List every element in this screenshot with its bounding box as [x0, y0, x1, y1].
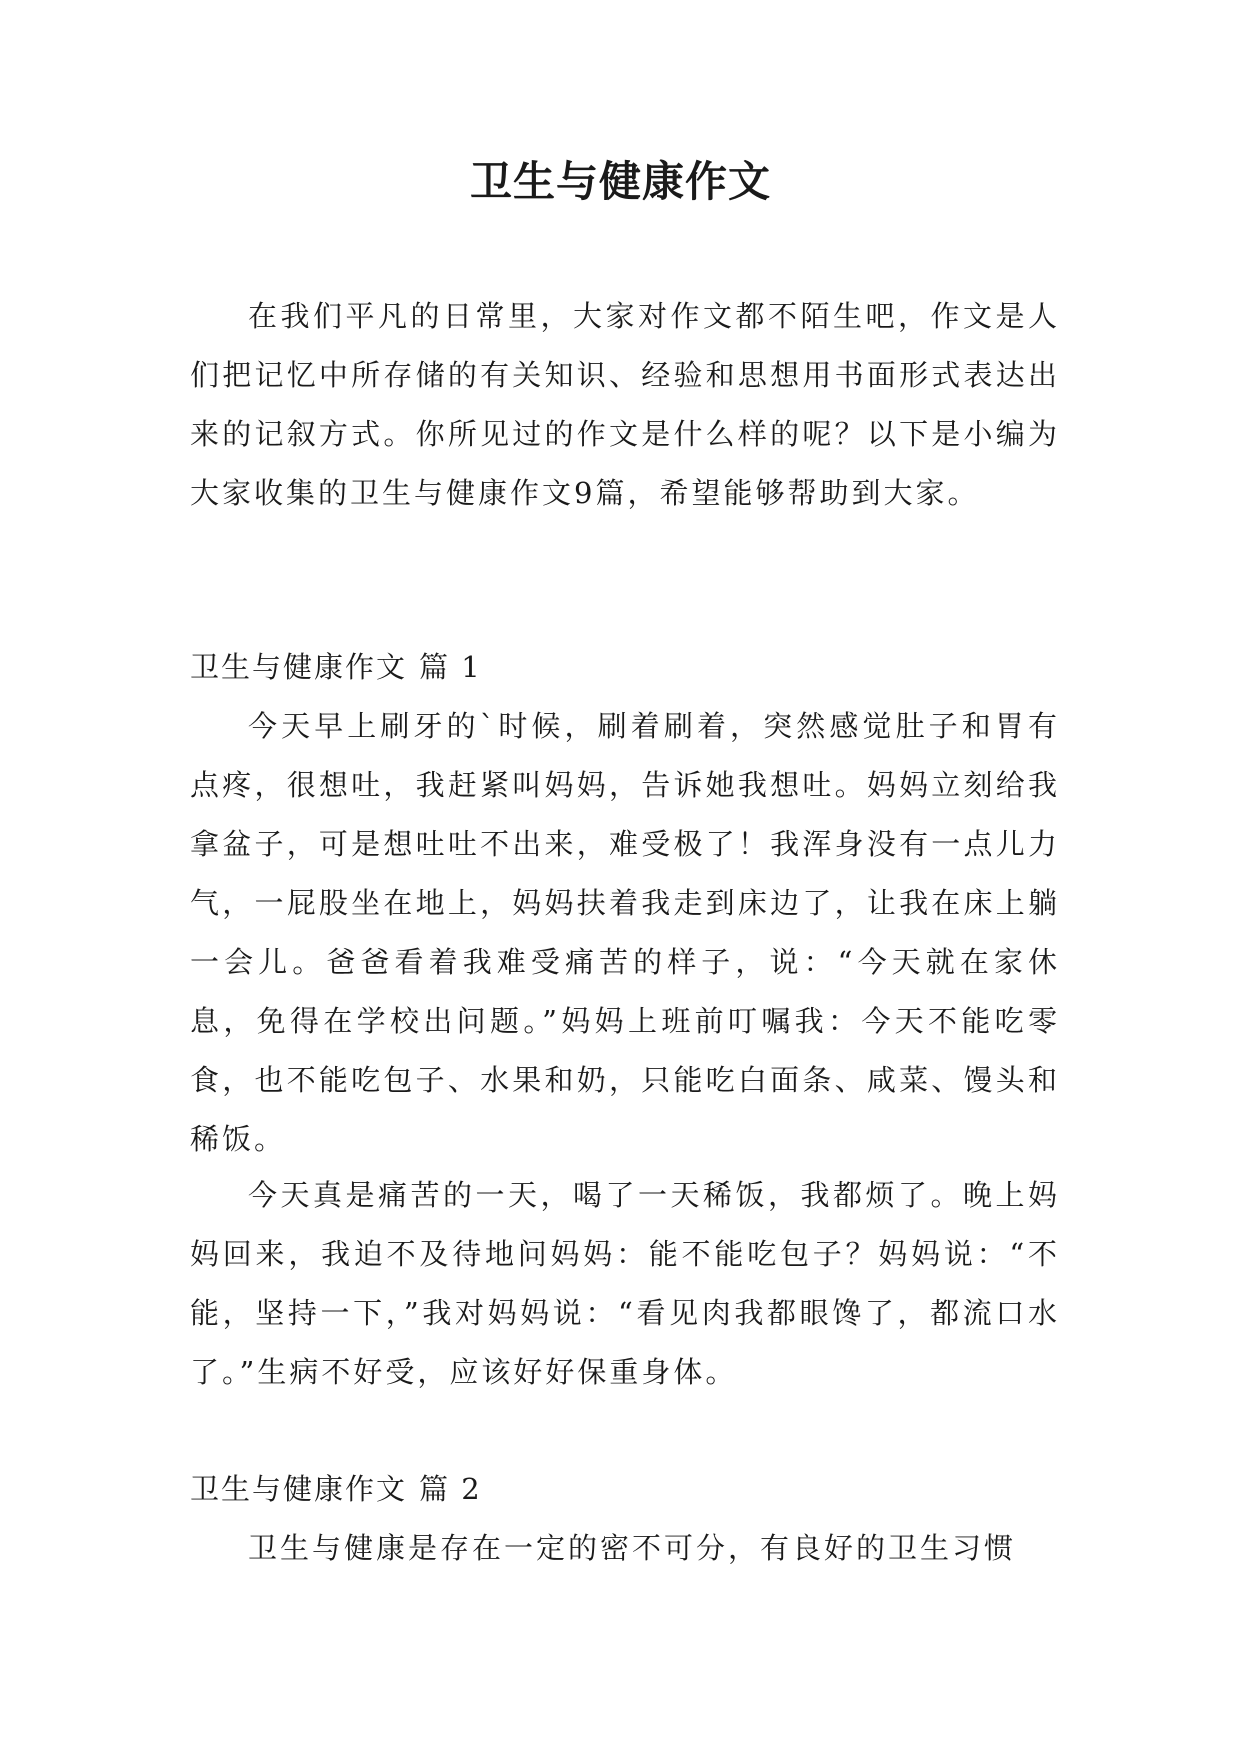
section-1-paragraph-1: 今天早上刷牙的`时候，刷着刷着，突然感觉肚子和胃有点疼，很想吐，我赶紧叫妈妈，告诉她我想吐。妈妈立刻给我拿盆子，可是想吐吐不出来，难受极了！我浑身没有一点儿力气，一屁股坐在地上，妈妈扶着我走到床边了，让我在床上躺一会儿。爸爸看着我难受痛苦的样子，说：“今天就在家休息，免得在学校出问题。”妈妈上班前叮嘱我：今天不能吃零食，也不能吃包子、水果和奶，只能吃白面条、咸菜、馒头和稀饭。	[190, 709, 1060, 1156]
section-heading-title: 卫生与健康作文	[190, 1472, 408, 1506]
section-heading-1	[190, 638, 1060, 697]
section-heading-part: 篇 1	[419, 650, 482, 684]
document-title: 卫生与健康作文	[469, 157, 771, 206]
section-heading-title: 卫生与健康作文	[190, 650, 408, 684]
section-1-paragraph-2: 今天真是痛苦的一天，喝了一天稀饭，我都烦了。晚上妈妈回来，我迫不及待地问妈妈：能不能吃包子？妈妈说：“不能，坚持一下，”我对妈妈说：“看见肉我都眼馋了，都流口水了。”生病不好受，应该好好保重身体。	[190, 1178, 1060, 1389]
section-heading-part: 篇 2	[419, 1472, 482, 1506]
section-2-paragraph-1: 卫生与健康是存在一定的密不可分，有良好的卫生习惯	[248, 1531, 1017, 1565]
intro-paragraph: 在我们平凡的日常里，大家对作文都不陌生吧，作文是人们把记忆中所存储的有关知识、经验和思想用书面形式表达出来的记叙方式。你所见过的作文是什么样的呢？以下是小编为大家收集的卫生与健康作文9篇，希望能够帮助到大家。	[190, 299, 1060, 510]
section-heading-2	[190, 1460, 1060, 1519]
